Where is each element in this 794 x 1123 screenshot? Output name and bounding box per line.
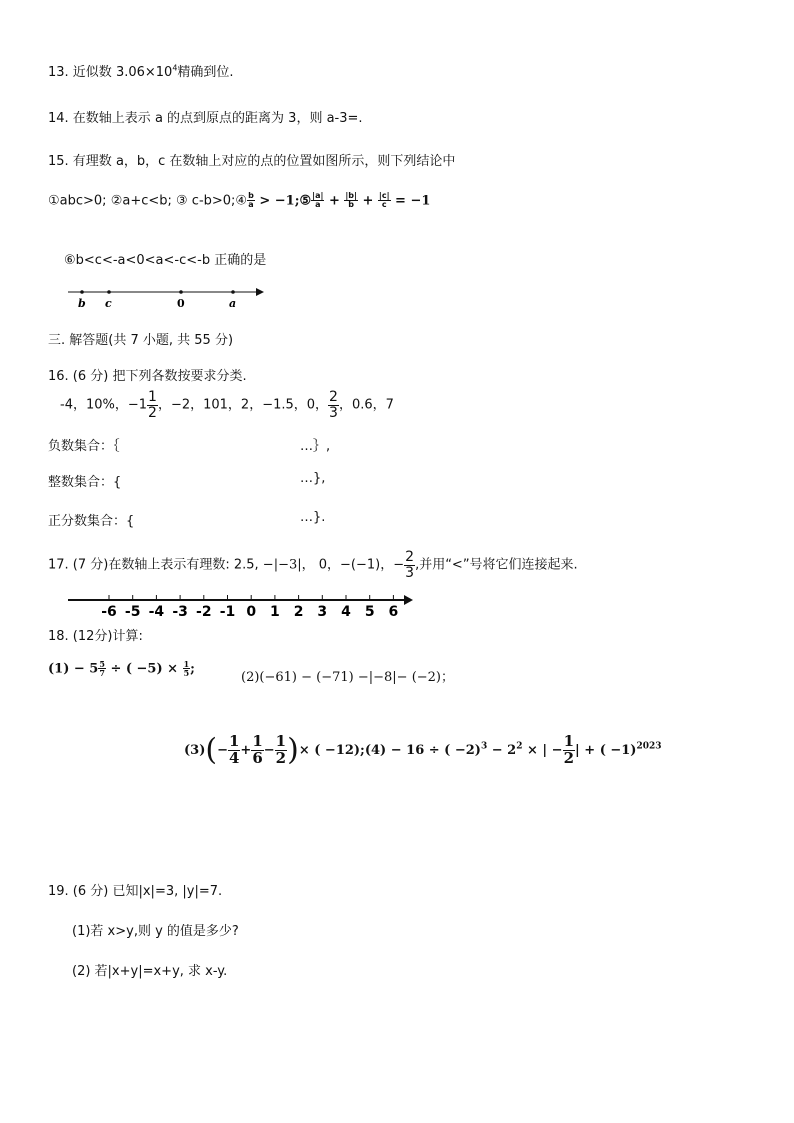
q17-tick-label: 3: [317, 604, 328, 620]
q13-suffix: 精确到位.: [177, 65, 234, 80]
q17-tick-label: 6: [388, 604, 399, 620]
question-17: [48, 550, 578, 580]
q17-tick-label: 0: [246, 604, 257, 620]
q17-frac-two-thirds: $\frac{2}{3}$: [405, 549, 415, 581]
question-13: [48, 61, 234, 80]
q18-frac-1-5: $\frac{1}{5}$: [183, 659, 190, 679]
question-16-numbers: [60, 390, 394, 420]
question-16-stem: 16. (6 分) 把下列各数按要求分类.: [48, 369, 247, 384]
q17-abs-neg3: |−3|: [273, 557, 302, 573]
q15-plus-1: +: [324, 193, 345, 209]
question-15-conditions: [48, 192, 430, 210]
q15-frac-abs-a: $\frac{|a|}{a}$: [312, 191, 324, 210]
integer-set-label: 整数集合：{: [48, 475, 122, 490]
q18-part-3-4: (3)(− $\frac{1}{4}$ + $\frac{1}{6}$ − $\frac{1}{2}$ )× ( −12);(4) − 16 ÷ ( $-2)^3 - 2^2$ × | − $\frac{1}{2}$ | + ( −1)$^{2023}$: [184, 732, 662, 768]
q15-axis-label-a: a: [229, 297, 237, 310]
q16-frac-two-thirds: $\frac{2}{3}$: [329, 389, 338, 421]
q17-tick-label: -5: [124, 604, 141, 620]
q15-cond-5-tail: = −1: [390, 193, 431, 209]
section-3-heading: 三. 解答题(共 7 小题, 共 55 分): [48, 333, 234, 348]
q16-numbers-part-1: -4，10%，−1: [60, 397, 148, 413]
q18-frac-1-2: $\frac{1}{2}$: [275, 732, 287, 767]
q15-frac-b-over-a: $\frac{b}{a}$: [248, 191, 254, 210]
q17-part-1: 17. (7 分)在数轴上表示有理数: 2.5, −: [48, 557, 274, 573]
q17-tick-label: 1: [270, 604, 280, 620]
q17-tick-label: 2: [293, 604, 304, 620]
q15-axis-label-0: 0: [177, 297, 185, 310]
q15-number-line: [60, 282, 270, 312]
question-19-sub-2: (2) 若|x+y|=x+y, 求 x-y.: [72, 964, 228, 979]
question-19-sub-1: (1)若 x>y,则 y 的值是多少?: [72, 924, 239, 939]
q17-number-line: [66, 590, 416, 620]
q18-part-1: (1) − 5 $\frac{5}{7}$ ÷ ( −5) × $\frac{1}{5}$ ;: [48, 659, 195, 679]
q15-plus-2: +: [357, 193, 378, 209]
q15-axis-label-c: c: [105, 297, 112, 310]
q15-axis-label-b: b: [78, 297, 86, 310]
q17-tick-label: -4: [148, 604, 165, 620]
q13-prefix: 13. 近似数 3.06×10: [48, 65, 173, 80]
negative-set-end: …｝,: [300, 439, 331, 454]
q17-tick-label: -3: [172, 604, 188, 620]
q15-frac-abs-c: $\frac{|c|}{c}$: [378, 191, 390, 210]
question-14: 14. 在数轴上表示 a 的点到原点的距离为 3，则 a-3=.: [48, 111, 363, 126]
q18-frac-1-2-abs: $\frac{1}{2}$: [563, 732, 575, 767]
q16-numbers-part-2: ，−2，101，2，−1.5，0，: [157, 397, 329, 413]
q18-part-2: (2)(−61) − (−71) −|−8|− (−2)；: [241, 670, 455, 685]
question-18-stem: 18. (12分)计算:: [48, 629, 143, 644]
question-19-stem: 19. (6 分) 已知|x|=3, |y|=7.: [48, 884, 223, 899]
q18-frac-5-7: $\frac{5}{7}$: [99, 659, 105, 679]
q15-cond-1-4: ①abc>0; ②a+c<b; ③ c-b>0;④: [48, 193, 248, 209]
positive-fraction-set-end: …}.: [300, 510, 326, 525]
q17-tick-label: -1: [219, 604, 236, 620]
q17-part-3: ,并用“<”号将它们连接起来.: [415, 557, 578, 573]
q18-frac-1-6: $\frac{1}{6}$: [252, 732, 263, 767]
positive-fraction-set-label: 正分数集合：{: [48, 514, 135, 529]
integer-set-end: …},: [300, 471, 326, 486]
q18-frac-1-4: $\frac{1}{4}$: [228, 732, 240, 767]
q17-tick-label: 5: [364, 604, 375, 620]
negative-set-label: 负数集合：｛: [48, 439, 120, 454]
q17-tick-label: 4: [341, 604, 351, 620]
q16-frac-one-half: $\frac{1}{2}$: [148, 389, 157, 421]
q16-numbers-part-3: ，0.6，7: [338, 397, 394, 413]
q13-exponent: 4: [172, 63, 178, 73]
question-15-stem: 15. 有理数 a，b，c 在数轴上对应的点的位置如图所示，则下列结论中: [48, 154, 456, 169]
q17-part-2: ， 0，−(−1)，−: [301, 557, 405, 573]
q17-tick-label: -2: [196, 604, 212, 620]
q15-frac-abs-b: $\frac{|b|}{b}$: [345, 191, 357, 210]
q15-cond-4-tail: > −1;⑤: [254, 193, 312, 209]
question-15-condition-6: ⑥b<c<-a<0<a<-c<-b 正确的是: [64, 253, 267, 268]
q17-tick-label: -6: [101, 604, 117, 620]
